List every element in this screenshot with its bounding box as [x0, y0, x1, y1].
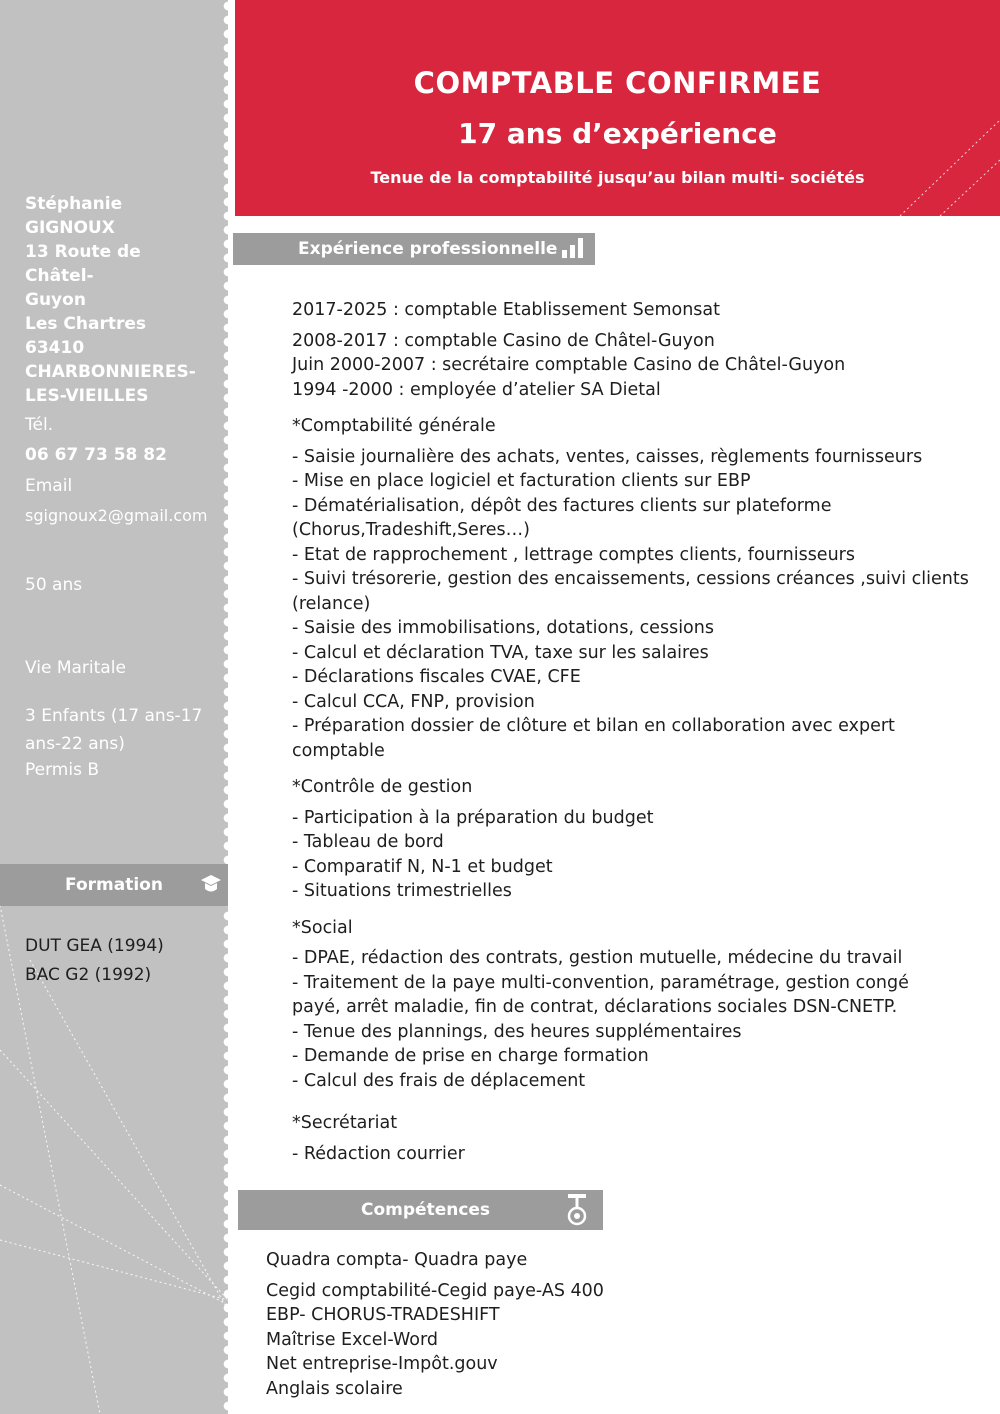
postal-code: 63410: [25, 338, 85, 358]
experience-content: [292, 298, 972, 1166]
name-line: Stéphanie GIGNOUX: [25, 194, 123, 238]
children-line: ans-22 ans): [25, 734, 125, 754]
section-heading-social: *Social: [292, 917, 353, 938]
badge-icon: [565, 1192, 589, 1228]
skill-item: Anglais scolaire: [266, 1378, 403, 1399]
job-summary: Tenue de la comptabilité jusqu’au bilan multi- sociétés: [370, 168, 865, 187]
task-item: (relance): [292, 593, 371, 614]
formation-title: Formation: [65, 875, 163, 895]
section-heading-controle: *Contrôle de gestion: [292, 777, 473, 797]
task-item: - Préparation dossier de clôture et bilan en collaboration avec expert: [292, 716, 895, 736]
task-item: - Calcul des frais de déplacement: [292, 1070, 586, 1091]
task-item: - Dématérialisation, dépôt des factures clients sur plateforme: [292, 495, 832, 516]
task-item: - Rédaction courrier: [292, 1143, 465, 1164]
skill-item: Quadra compta- Quadra paye: [266, 1250, 528, 1270]
task-item: - Comparatif N, N-1 et budget: [292, 856, 553, 877]
graduation-cap-icon: [200, 873, 222, 897]
task-item: - Traitement de la paye multi-convention, paramétrage, gestion congé: [292, 972, 909, 993]
experience-header: [233, 233, 595, 265]
skill-item: EBP- CHORUS-TRADESHIFT: [266, 1305, 500, 1325]
formation-header: [0, 864, 228, 906]
section-heading-secretariat: *Secrétariat: [292, 1113, 398, 1133]
competences-list: [266, 1248, 604, 1401]
city-line: CHARBONNIERES-: [25, 362, 196, 382]
children-line: 3 Enfants (17 ans-17: [25, 706, 203, 726]
perforated-edge: [222, 0, 234, 1414]
task-item: - Demande de prise en charge formation: [292, 1046, 649, 1066]
skill-item: Net entreprise-Impôt.gouv: [266, 1354, 498, 1374]
section-heading-compta: *Comptabilité générale: [292, 416, 496, 436]
task-item: - Tableau de bord: [292, 832, 444, 852]
task-item: - Situations trimestrielles: [292, 881, 512, 901]
task-item: - Etat de rapprochement , lettrage comptes clients, fournisseurs: [292, 544, 855, 565]
skill-item: Maîtrise Excel-Word: [266, 1329, 438, 1350]
job-item: 2008-2017 : comptable Casino de Châtel-Guyon: [292, 330, 715, 351]
experience-years: 17 ans d’expérience: [458, 117, 777, 150]
task-item: - Saisie des immobilisations, dotations, cessions: [292, 618, 714, 638]
task-item: comptable: [292, 740, 385, 761]
formation-item: DUT GEA (1994): [25, 936, 164, 956]
task-item: - Déclarations fiscales CVAE, CFE: [292, 667, 581, 687]
task-item: - Calcul CCA, FNP, provision: [292, 691, 535, 712]
formation-list: [25, 932, 164, 990]
job-item: 2017-2025 : comptable Etablissement Semonsat: [292, 300, 721, 320]
address-line: Guyon: [25, 290, 86, 310]
job-item: 1994 -2000 : employée d’atelier SA Dietal: [292, 379, 661, 400]
experience-title: Expérience professionnelle: [298, 239, 558, 259]
task-item: - Suivi trésorerie, gestion des encaissements, cessions créances ,suivi clients: [292, 569, 969, 589]
address-line: Les Chartres: [25, 314, 146, 334]
tel-label: Tél.: [25, 415, 54, 435]
task-item: - Tenue des plannings, des heures supplémentaires: [292, 1021, 742, 1042]
skill-item: Cegid comptabilité-Cegid paye-AS 400: [266, 1280, 604, 1301]
task-item: - Participation à la préparation du budget: [292, 807, 654, 828]
formation-item: BAC G2 (1992): [25, 965, 152, 985]
task-item: - DPAE, rédaction des contrats, gestion mutuelle, médecine du travail: [292, 948, 903, 968]
driving-license: Permis B: [25, 760, 100, 780]
address-line: 13 Route de Châtel-: [25, 242, 141, 286]
email-label: Email: [25, 476, 73, 496]
task-item: - Saisie journalière des achats, ventes, caisses, règlements fournisseurs: [292, 446, 923, 467]
contact-block: [25, 192, 215, 408]
city-line: LES-VIEILLES: [25, 386, 149, 406]
competences-title: Compétences: [361, 1200, 491, 1220]
header-decorative-lines: [880, 90, 1000, 220]
email-value[interactable]: sgignoux2@gmail.com: [25, 506, 208, 525]
competences-header: [238, 1190, 603, 1230]
job-title: COMPTABLE CONFIRMEE: [413, 66, 822, 100]
age: 50 ans: [25, 575, 83, 595]
children: [25, 702, 202, 758]
task-item: payé, arrêt maladie, fin de contrat, déclarations sociales DSN-CNETP.: [292, 997, 898, 1017]
task-item: - Mise en place logiciel et facturation clients sur EBP: [292, 471, 751, 491]
job-item: Juin 2000-2007 : secrétaire comptable Casino de Châtel-Guyon: [292, 355, 846, 375]
task-item: - Calcul et déclaration TVA, taxe sur les salaires: [292, 642, 709, 663]
bar-chart-icon: [560, 236, 586, 260]
tel-value[interactable]: 06 67 73 58 82: [25, 445, 167, 465]
marital-status: Vie Maritale: [25, 658, 126, 678]
task-item: (Chorus,Tradeshift,Seres…): [292, 520, 530, 540]
